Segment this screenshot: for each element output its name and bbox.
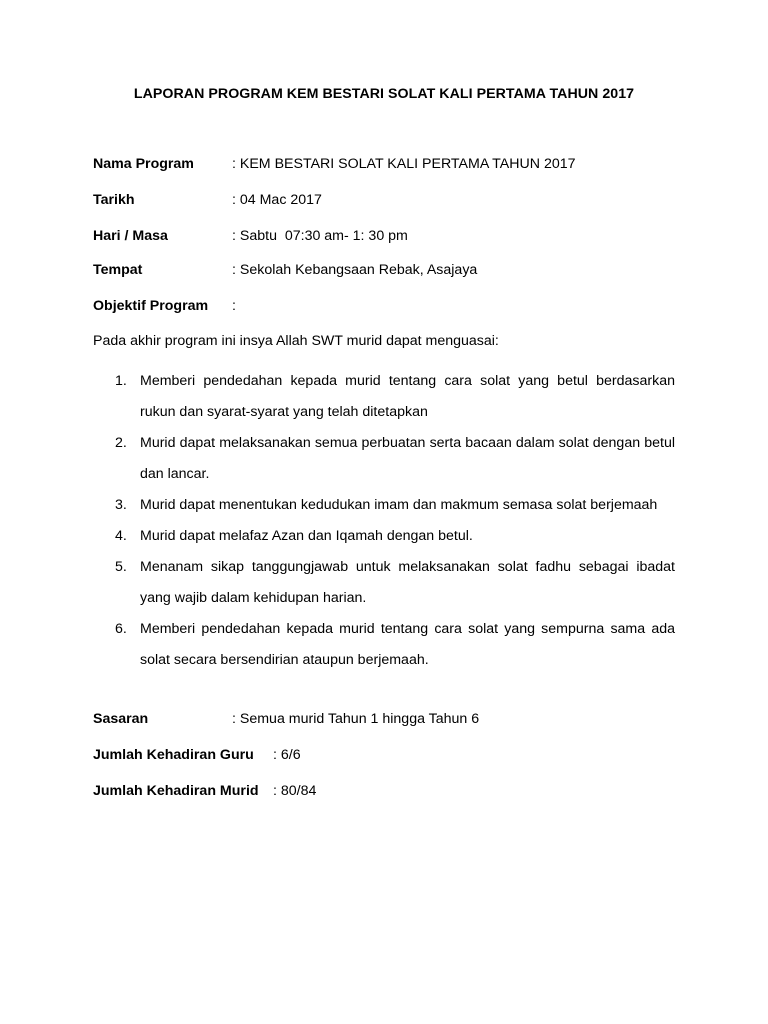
field-objektif bbox=[93, 296, 236, 316]
field-label: Jumlah Kehadiran Guru bbox=[93, 747, 254, 763]
field-tarikh bbox=[93, 190, 322, 210]
list-number: 3. bbox=[115, 497, 127, 513]
field-value: : bbox=[232, 298, 236, 314]
field-label: Tempat bbox=[93, 262, 143, 278]
report-title: LAPORAN PROGRAM KEM BESTARI SOLAT KALI PERTAMA TAHUN 2017 bbox=[133, 86, 635, 102]
field-nama-program bbox=[93, 154, 576, 174]
list-item bbox=[93, 614, 675, 676]
list-text: Menanam sikap tanggungjawab untuk melaksanakan solat fadhu sebagai ibadat yang wajib dalam kehidupan harian. bbox=[140, 559, 675, 606]
list-text: Murid dapat menentukan kedudukan imam dan makmum semasa solat berjemaah bbox=[140, 497, 658, 513]
field-value: : 04 Mac 2017 bbox=[232, 192, 322, 208]
field-value: : 6/6 bbox=[273, 747, 301, 763]
list-number: 1. bbox=[115, 373, 127, 389]
list-text: Memberi pendedahan kepada murid tentang cara solat yang sempurna sama ada solat secara bersendirian ataupun berjemaah. bbox=[140, 621, 675, 668]
list-number: 6. bbox=[115, 621, 127, 637]
list-item bbox=[93, 366, 675, 428]
field-value: : KEM BESTARI SOLAT KALI PERTAMA TAHUN 2017 bbox=[232, 156, 576, 172]
list-text: Murid dapat melaksanakan semua perbuatan serta bacaan dalam solat dengan betul dan lancar. bbox=[140, 435, 675, 482]
field-label: Objektif Program bbox=[93, 298, 209, 314]
field-label: Nama Program bbox=[93, 156, 194, 172]
field-kehadiran-murid bbox=[93, 781, 317, 801]
list-number: 5. bbox=[115, 559, 127, 575]
list-item bbox=[93, 521, 675, 552]
field-label: Tarikh bbox=[93, 192, 135, 208]
list-number: 2. bbox=[115, 435, 127, 451]
list-text: Memberi pendedahan kepada murid tentang cara solat yang betul berdasarkan rukun dan syarat-syarat yang telah ditetapkan bbox=[140, 373, 675, 420]
objectives-intro: Pada akhir program ini insya Allah SWT murid dapat menguasai: bbox=[93, 333, 499, 349]
field-label: Hari / Masa bbox=[93, 228, 168, 244]
field-value: : 80/84 bbox=[273, 783, 317, 799]
list-text: Murid dapat melafaz Azan dan Iqamah dengan betul. bbox=[140, 528, 473, 544]
list-item bbox=[93, 490, 675, 521]
field-kehadiran-guru bbox=[93, 745, 301, 765]
objectives-list bbox=[93, 366, 675, 676]
list-number: 4. bbox=[115, 528, 127, 544]
field-tempat bbox=[93, 260, 478, 280]
field-value: : Semua murid Tahun 1 hingga Tahun 6 bbox=[232, 711, 480, 727]
field-hari-masa bbox=[93, 226, 408, 246]
field-label: Sasaran bbox=[93, 711, 149, 727]
field-value: : Sekolah Kebangsaan Rebak, Asajaya bbox=[232, 262, 478, 278]
field-value: : Sabtu 07:30 am- 1: 30 pm bbox=[232, 228, 408, 244]
field-sasaran bbox=[93, 709, 480, 729]
field-label: Jumlah Kehadiran Murid bbox=[93, 783, 259, 799]
list-item bbox=[93, 552, 675, 614]
list-item bbox=[93, 428, 675, 490]
